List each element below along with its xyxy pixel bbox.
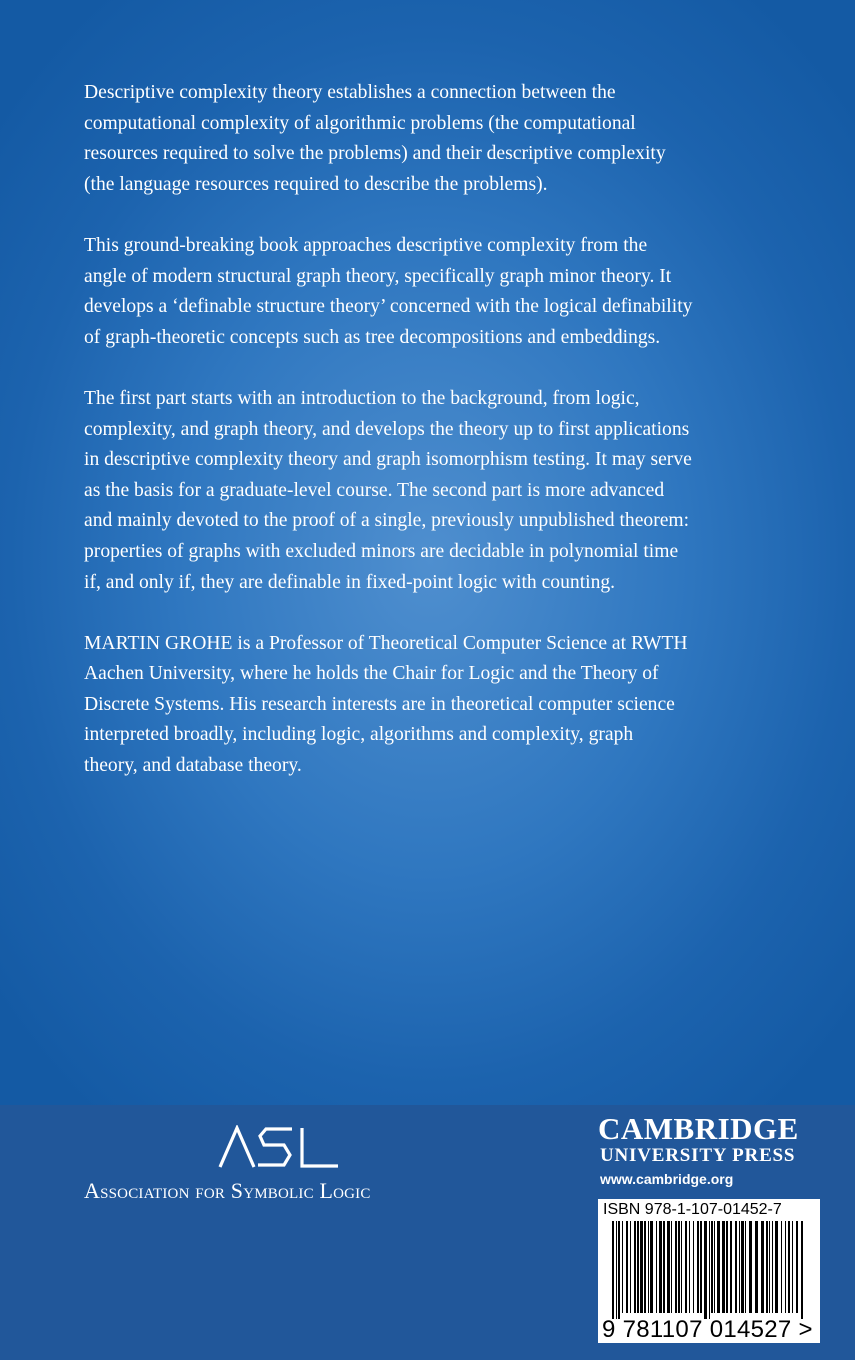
blurb-paragraph [84, 629, 814, 782]
publisher-url: www.cambridge.org [600, 1171, 734, 1187]
barcode-bar [644, 1221, 646, 1313]
blurb-line: angle of modern structural graph theory, specifically graph minor theory. It [84, 265, 672, 287]
blurb-line: Descriptive complexity theory establishes a connection between the [84, 82, 616, 103]
barcode-bar [714, 1221, 715, 1313]
barcode-bar [640, 1221, 643, 1313]
barcode-bar [618, 1221, 620, 1319]
barcode-bar [697, 1221, 699, 1313]
blurb-line: This ground-breaking book approaches descriptive complexity from the [84, 234, 648, 256]
barcode-bar [675, 1221, 677, 1313]
barcode-bar [761, 1221, 764, 1313]
barcode-bar [659, 1221, 662, 1313]
asl-logo-icon [218, 1125, 340, 1169]
blurb-line: develops a ‘definable structure theory’ concerned with the logical definability [84, 296, 693, 318]
barcode-bar [749, 1221, 752, 1313]
blurb-line: and mainly devoted to the proof of a single, previously unpublished theorem: [84, 510, 690, 532]
barcode-bar [781, 1221, 782, 1313]
barcode-bar [739, 1221, 740, 1313]
barcode-digits: 9 781107 014527 > [602, 1316, 813, 1343]
blurb-paragraph [84, 384, 814, 598]
barcode-bar [792, 1221, 793, 1313]
barcode-bar [693, 1221, 694, 1313]
blurb-line: interpreted broadly, including logic, algorithms and complexity, graph [84, 724, 634, 746]
barcode-bar [735, 1221, 737, 1313]
blurb-line: complexity, and graph theory, and develops the theory up to first applications [84, 418, 690, 440]
barcode-bar [678, 1221, 680, 1313]
barcode-bar [741, 1221, 744, 1313]
barcode-bar [766, 1221, 768, 1313]
barcode-bar [726, 1221, 728, 1313]
barcode-bar [650, 1221, 653, 1313]
barcode-bar [626, 1221, 628, 1313]
blurb-line: theory, and database theory. [84, 755, 302, 777]
blurb-line: The first part starts with an introduction to the background, from logic, [84, 387, 640, 409]
blurb-line: Aachen University, where he holds the Chair for Logic and the Theory of [84, 663, 659, 685]
blurb-line: Discrete Systems. His research interests are in theoretical computer science [84, 693, 675, 715]
barcode-bar [612, 1221, 614, 1319]
barcode-bar [700, 1221, 702, 1313]
barcode-bar [656, 1221, 657, 1313]
publisher-subtitle: UNIVERSITY PRESS [600, 1145, 796, 1166]
blurb-line: properties of graphs with excluded minors are decidable in polynomial time [84, 540, 679, 562]
blurb-line: computational complexity of algorithmic problems (the computational [84, 112, 636, 134]
barcode-bar [769, 1221, 770, 1313]
barcode-bar [785, 1221, 786, 1313]
barcode-bar [755, 1221, 758, 1313]
barcode-bar [681, 1221, 682, 1313]
blurb-line: in descriptive complexity theory and graph isomorphism testing. It may serve [84, 449, 692, 471]
barcode-bar [775, 1221, 778, 1313]
blurb-line: of graph-theoretic concepts such as tree decompositions and embeddings. [84, 326, 661, 348]
barcode-bar [722, 1221, 725, 1313]
barcode-bar [801, 1221, 803, 1319]
barcode-bar [730, 1221, 732, 1313]
blurb-line: (the language resources required to describe the problems). [84, 173, 548, 195]
publisher-name: CAMBRIDGE [598, 1111, 799, 1146]
barcode-bar [717, 1221, 720, 1313]
barcode-bar [671, 1221, 672, 1313]
asl-name: Association for Symbolic Logic [84, 1178, 371, 1203]
footer-band [0, 1105, 855, 1360]
barcode-bar [634, 1221, 636, 1313]
barcode-bar [796, 1221, 798, 1313]
barcode-bar [637, 1221, 639, 1313]
barcode-bar [630, 1221, 631, 1313]
blurb-line: MARTIN GROHE is a Professor of Theoretical Computer Science at RWTH [84, 632, 688, 654]
barcode-bar [648, 1221, 649, 1313]
barcode-bar [689, 1221, 690, 1313]
barcode-bar [711, 1221, 713, 1313]
barcode-bar [772, 1221, 773, 1313]
barcode-bar [709, 1221, 710, 1319]
barcode-bar [622, 1221, 623, 1313]
barcode-bar [667, 1221, 670, 1313]
barcode-bar [616, 1221, 617, 1319]
blurb-line: if, and only if, they are definable in fixed-point logic with counting. [84, 571, 616, 593]
barcode-bar [745, 1221, 746, 1313]
isbn-barcode [598, 1199, 820, 1343]
barcode-bar [704, 1221, 707, 1319]
blurb-text [84, 78, 814, 812]
blurb-line: as the basis for a graduate-level course. The second part is more advanced [84, 479, 665, 501]
barcode-bar [788, 1221, 790, 1313]
blurb-line: resources required to solve the problems) and their descriptive complexity [84, 143, 666, 165]
barcode-bar [663, 1221, 665, 1313]
blurb-paragraph [84, 78, 814, 200]
isbn-label: ISBN 978-1-107-01452-7 [603, 1201, 782, 1218]
barcode-bar [685, 1221, 687, 1313]
blurb-paragraph [84, 231, 814, 353]
